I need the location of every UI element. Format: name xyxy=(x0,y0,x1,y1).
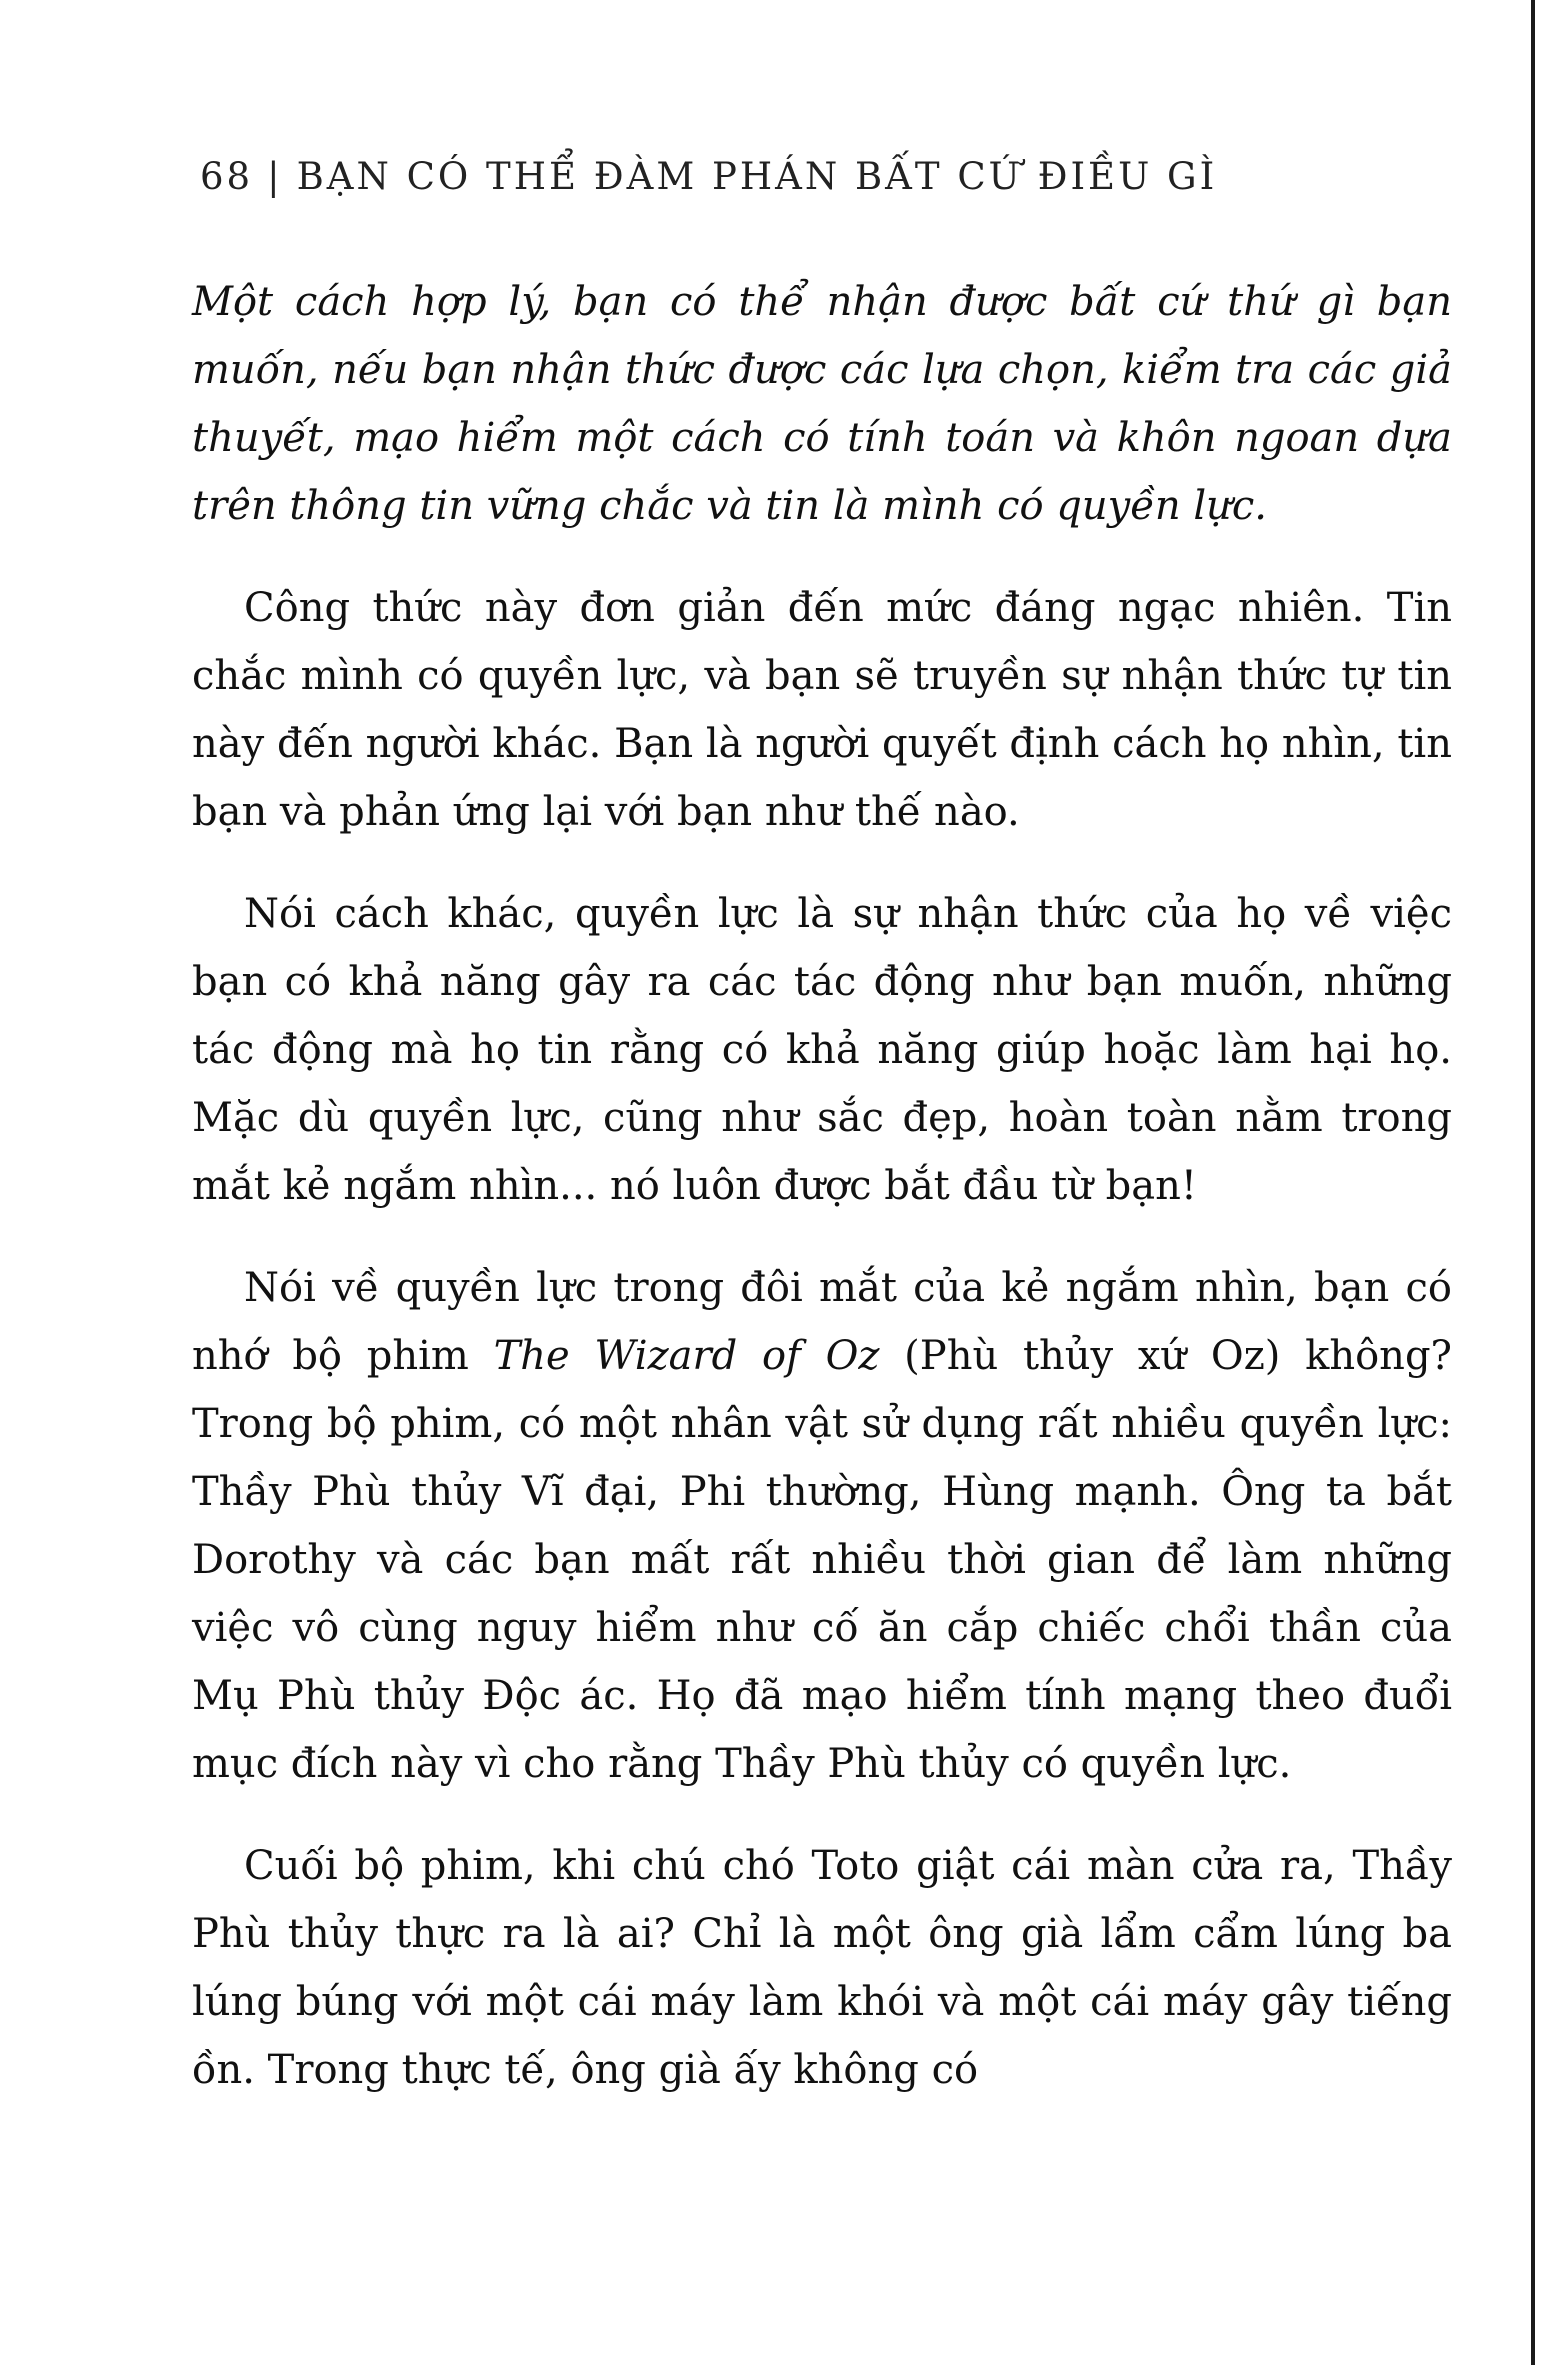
page-edge-border xyxy=(1531,0,1535,2365)
movie-title: The Wizard of Oz xyxy=(493,1333,880,1379)
paragraph-5: Cuối bộ phim, khi chú chó Toto giật cái màn cửa ra, Thầy Phù thủy thực ra là ai? Chỉ là một ông già lẩm cẩm lúng ba lúng búng với một cái máy làm khói và một cái máy gây tiếng ồn. Trong thực tế, ông già ấy không có xyxy=(192,1843,1452,2093)
paragraph-3: Nói cách khác, quyền lực là sự nhận thức của họ về việc bạn có khả năng gây ra các tác động như bạn muốn, những tác động mà họ tin rằng có khả năng giúp hoặc làm hại họ. Mặc dù quyền lực, cũng như sắc đẹp, hoàn toàn nằm trong mắt kẻ ngắm nhìn... nó luôn được bắt đầu từ bạn! xyxy=(192,891,1452,1209)
book-title: BẠN CÓ THỂ ĐÀM PHÁN BẤT CỨ ĐIỀU GÌ xyxy=(296,155,1218,198)
paragraph-4-part-2: (Phù thủy xứ Oz) không? Trong bộ phim, có một nhân vật sử dụng rất nhiều quyền lực: Thầy Phù thủy Vĩ đại, Phi thường, Hùng mạnh. Ông ta bắt Dorothy và các bạn mất rất nhiều thời gian để làm những việc vô cùng nguy hiểm như cố ăn cắp chiếc chổi thần của Mụ Phù thủy Độc ác. Họ đã mạo hiểm tính mạng theo đuổi mục đích này vì cho rằng Thầy Phù thủy có quyền lực. xyxy=(192,1333,1452,1787)
header-separator: | xyxy=(267,155,283,198)
page-number: 68 xyxy=(200,155,254,198)
paragraph-4 xyxy=(192,1254,1452,1798)
paragraph-lead-italic: Một cách hợp lý, bạn có thể nhận được bất cứ thứ gì bạn muốn, nếu bạn nhận thức được các lựa chọn, kiểm tra các giả thuyết, mạo hiểm một cách có tính toán và khôn ngoan dựa trên thông tin vững chắc và tin là mình có quyền lực. xyxy=(192,279,1452,529)
page-body xyxy=(192,268,1452,2138)
paragraph-4-part-1: Nói về quyền lực trong đôi mắt của kẻ ngắm nhìn, bạn có nhớ bộ phim xyxy=(192,1265,1452,1379)
paragraph-2: Công thức này đơn giản đến mức đáng ngạc nhiên. Tin chắc mình có quyền lực, và bạn sẽ truyền sự nhận thức tự tin này đến người khác. Bạn là người quyết định cách họ nhìn, tin bạn và phản ứng lại với bạn như thế nào. xyxy=(192,585,1452,835)
running-header xyxy=(200,155,1300,198)
